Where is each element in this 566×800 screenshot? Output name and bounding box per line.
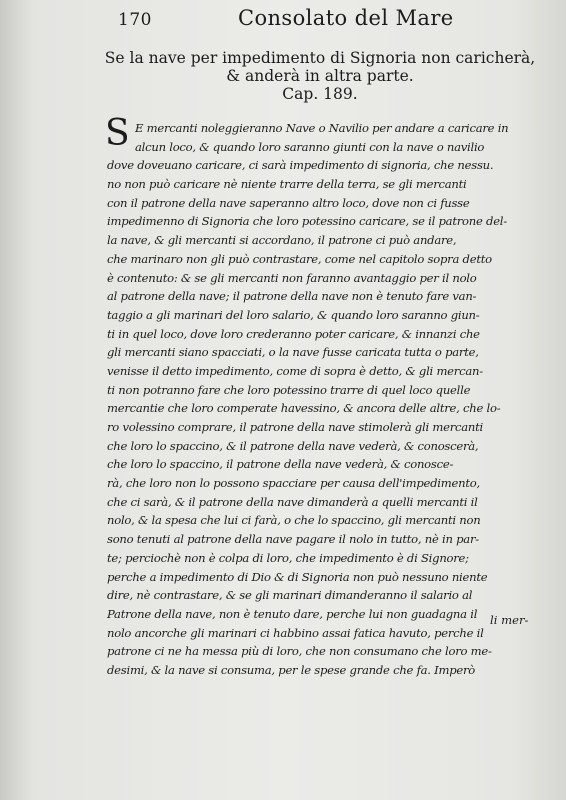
chapter-title-line-1: Se la nave per impedimento di Signoria non caricherà, xyxy=(104,49,536,67)
text-line: impedimenno di Signoria che loro potessino caricare, se il patrone del- xyxy=(107,214,507,229)
chapter-title-line-2: & anderà in altra parte. xyxy=(226,67,414,85)
page-number: 170 xyxy=(118,10,152,30)
text-line: Patrone della nave, non è tenuto dare, perche lui non guadagna il xyxy=(107,606,478,621)
text-line: ti non potranno fare che loro potessino trarre di quel loco quelle xyxy=(107,382,471,397)
text-line: che loro lo spaccino, & il patrone della nave vederà, & conoscerà, xyxy=(107,438,479,453)
drop-cap: S xyxy=(105,113,130,154)
text-line: che loro lo spaccino, il patrone della nave vederà, & conosce- xyxy=(107,457,454,472)
text-line: alcun loco, & quando loro saranno giunti con la nave o navilio xyxy=(135,139,485,154)
text-line: desimi, & la nave si consuma, per le spese grande che fa. Imperò xyxy=(107,662,476,677)
text-line: che ci sarà, & il patrone della nave dimanderà a quelli mercanti il xyxy=(107,494,478,509)
running-head: Consolato del Mare xyxy=(238,6,454,30)
text-line: gli mercanti siano spacciati, o la nave fusse caricata tutta o parte, xyxy=(107,345,479,360)
page-header xyxy=(118,6,546,32)
text-line: nolo, & la spesa che lui ci farà, o che lo spaccino, gli mercanti non xyxy=(107,513,481,528)
chapter-number: Cap. 189. xyxy=(282,85,358,103)
text-line: nolo ancorche gli marinari ci habbino assai fatica havuto, perche il xyxy=(107,625,484,640)
text-line: ro volessino comprare, il patrone della nave stimolerà gli mercanti xyxy=(107,420,483,434)
text-line: patrone ci ne ha messa più di loro, che non consumano che loro me- xyxy=(107,644,492,659)
text-line: che marinaro non gli può contrastare, come nel capitolo sopra detto xyxy=(107,251,492,266)
text-line: con il patrone della nave saperanno altro loco, dove non ci fusse xyxy=(107,195,470,210)
text-line: al patrone della nave; il patrone della nave non è tenuto fare van- xyxy=(107,289,477,304)
text-line: venisse il detto impedimento, come di sopra è detto, & gli mercan- xyxy=(107,363,483,378)
catchword: li mer- xyxy=(490,613,529,627)
text-line: la nave, & gli mercanti si accordano, il patrone ci può andare, xyxy=(107,233,457,248)
text-line: mercantie che loro comperate havessino, & ancora delle altre, che lo- xyxy=(107,401,501,416)
chapter-body xyxy=(105,113,547,680)
text-line: sono tenuti al patrone della nave pagare il nolo in tutto, nè in par- xyxy=(107,532,479,547)
text-line: dire, nè contrastare, & se gli marinari dimanderanno il salario al xyxy=(107,588,473,603)
text-line: rà, che loro non lo possono spacciare per causa dell'impedimento, xyxy=(107,476,480,491)
text-line: ti in quel loco, dove loro crederanno poter caricare, & innanzi che xyxy=(107,326,480,341)
text-line: perche a impedimento di Dio & di Signoria non può nessuno niente xyxy=(107,569,488,584)
chapter-heading xyxy=(100,49,540,103)
text-line: E mercanti noleggieranno Nave o Navilio per andare a caricare in xyxy=(135,121,509,135)
text-line: è contenuto: & se gli mercanti non faranno avantaggio per il nolo xyxy=(107,270,477,285)
text-line: no non può caricare nè niente trarre della terra, se gli mercanti xyxy=(107,177,467,192)
text-line: te; perciochè non è colpa di loro, che impedimento è di Signore; xyxy=(107,550,469,565)
text-line: taggio a gli marinari del loro salario, & quando loro saranno giun- xyxy=(107,307,480,322)
text-line: dove doveuano caricare, ci sarà impedimento di signoria, che nessu. xyxy=(107,158,494,173)
